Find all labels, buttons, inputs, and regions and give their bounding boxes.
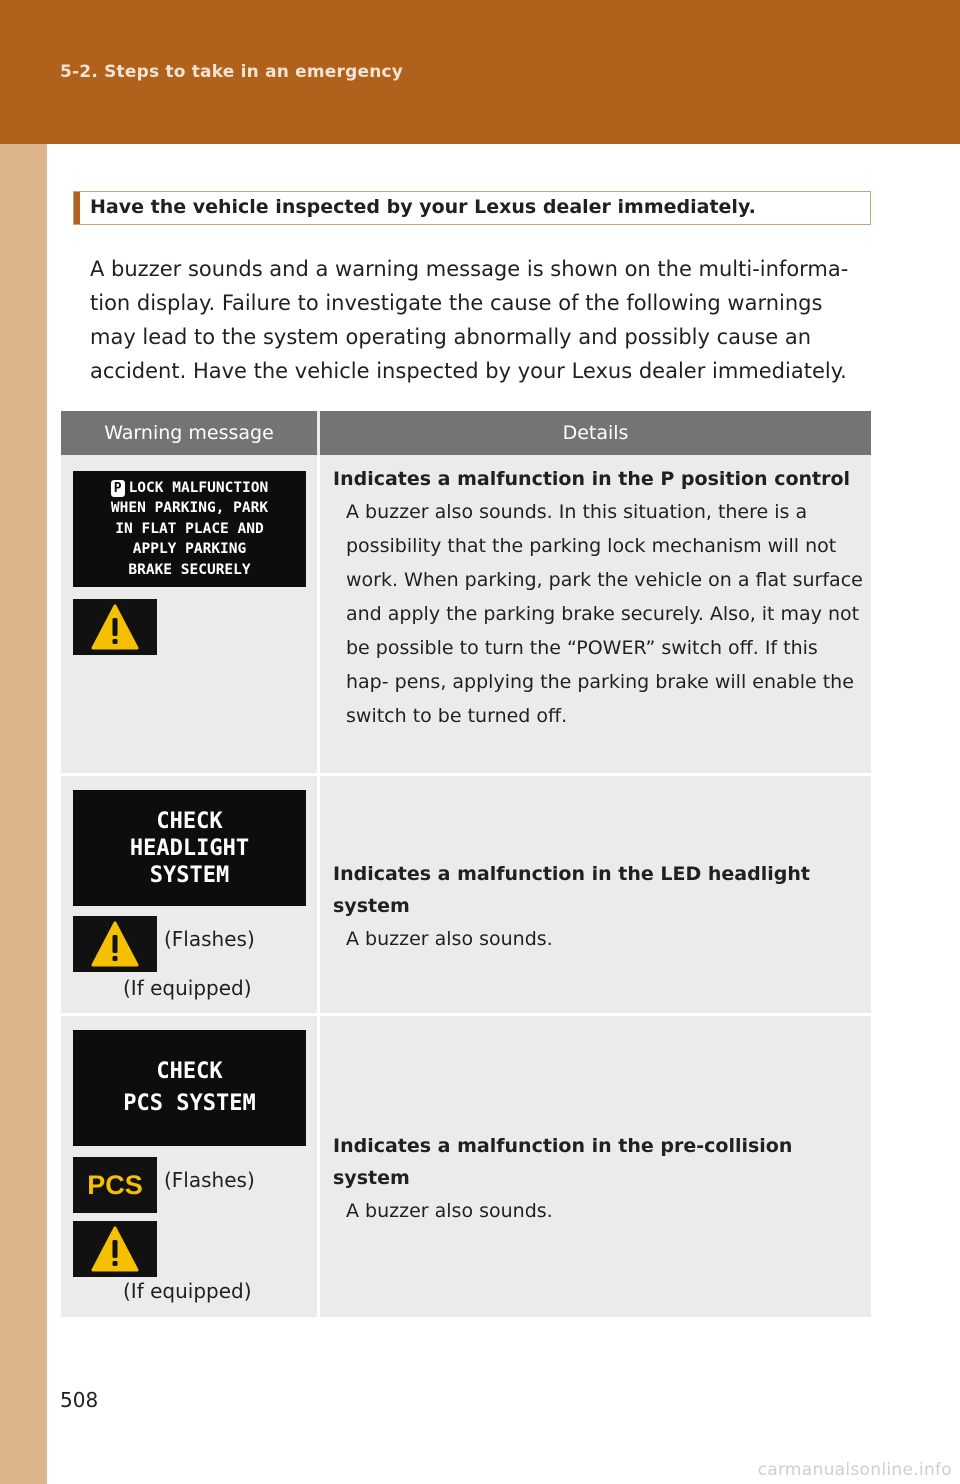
detail-cell bbox=[333, 1130, 863, 1228]
lcd-line: WHEN PARKING, PARK bbox=[110, 500, 269, 517]
detail-body: A buzzer also sounds. bbox=[346, 928, 553, 950]
lcd-line: IN FLAT PLACE AND bbox=[115, 520, 264, 537]
detail-title: Indicates a malfunction in the LED headlight system bbox=[333, 863, 810, 917]
lcd-message-display bbox=[73, 471, 306, 587]
heading-accent-bar bbox=[74, 192, 80, 224]
warning-table bbox=[61, 411, 871, 1317]
lcd-line: CHECK bbox=[156, 1059, 223, 1084]
watermark: carmanualsonline.info bbox=[757, 1460, 952, 1480]
lcd-line-1: P LOCK MALFUNCTION bbox=[111, 478, 269, 499]
column-header-details: Details bbox=[562, 422, 629, 444]
lcd-message-display bbox=[73, 790, 306, 906]
master-warning-icon bbox=[73, 916, 157, 972]
page-number: 508 bbox=[60, 1388, 99, 1412]
detail-body: A buzzer also sounds. In this situation, there is a possibility that the parking lock mechanism will not work. When parking, park the vehicle on a flat surface and apply the parking brake securely. Also, it may not be possible to turn the “POWER” switch off. If this hap- pens, applying the parking brake will enable the switch to be turned off. bbox=[346, 501, 863, 727]
lcd-line: HEADLIGHT bbox=[129, 835, 250, 861]
section-heading bbox=[73, 191, 871, 225]
detail-cell bbox=[333, 463, 863, 733]
lcd-line: BRAKE SECURELY bbox=[128, 561, 251, 578]
lcd-message-display bbox=[73, 1030, 306, 1146]
master-warning-icon bbox=[73, 599, 157, 655]
pcs-warning-icon: PCS bbox=[73, 1157, 157, 1213]
table-header bbox=[61, 411, 871, 455]
master-warning-icon bbox=[73, 1221, 157, 1277]
if-equipped-note: (If equipped) bbox=[123, 976, 252, 1000]
flashes-note: (Flashes) bbox=[164, 1168, 255, 1192]
p-position-icon: P bbox=[111, 480, 125, 497]
lcd-line: SYSTEM bbox=[149, 862, 230, 888]
detail-body: A buzzer also sounds. bbox=[346, 1200, 553, 1222]
detail-title: Indicates a malfunction in the pre-collision system bbox=[333, 1135, 793, 1189]
heading-text: Have the vehicle inspected by your Lexus dealer immediately. bbox=[90, 196, 756, 218]
lcd-line: APPLY PARKING bbox=[132, 541, 247, 558]
lcd-line: PCS SYSTEM bbox=[123, 1091, 256, 1116]
intro-paragraph: A buzzer sounds and a warning message is shown on the multi-informa- tion display. Failure to investigate the cause of the following warnings may lead to the system operating abnormally and possibly cause an accident. Have the vehicle inspected by your Lexus dealer immediately. bbox=[90, 257, 849, 383]
if-equipped-note: (If equipped) bbox=[123, 1279, 252, 1303]
section-title: 5-2. Steps to take in an emergency bbox=[60, 62, 404, 82]
header-bar bbox=[0, 0, 960, 144]
flashes-note: (Flashes) bbox=[164, 927, 255, 951]
lcd-line: CHECK bbox=[156, 808, 223, 834]
detail-cell bbox=[333, 858, 863, 956]
detail-title: Indicates a malfunction in the P position control bbox=[333, 468, 851, 490]
column-header-warning-message: Warning message bbox=[104, 422, 274, 444]
side-tab bbox=[0, 144, 47, 1484]
